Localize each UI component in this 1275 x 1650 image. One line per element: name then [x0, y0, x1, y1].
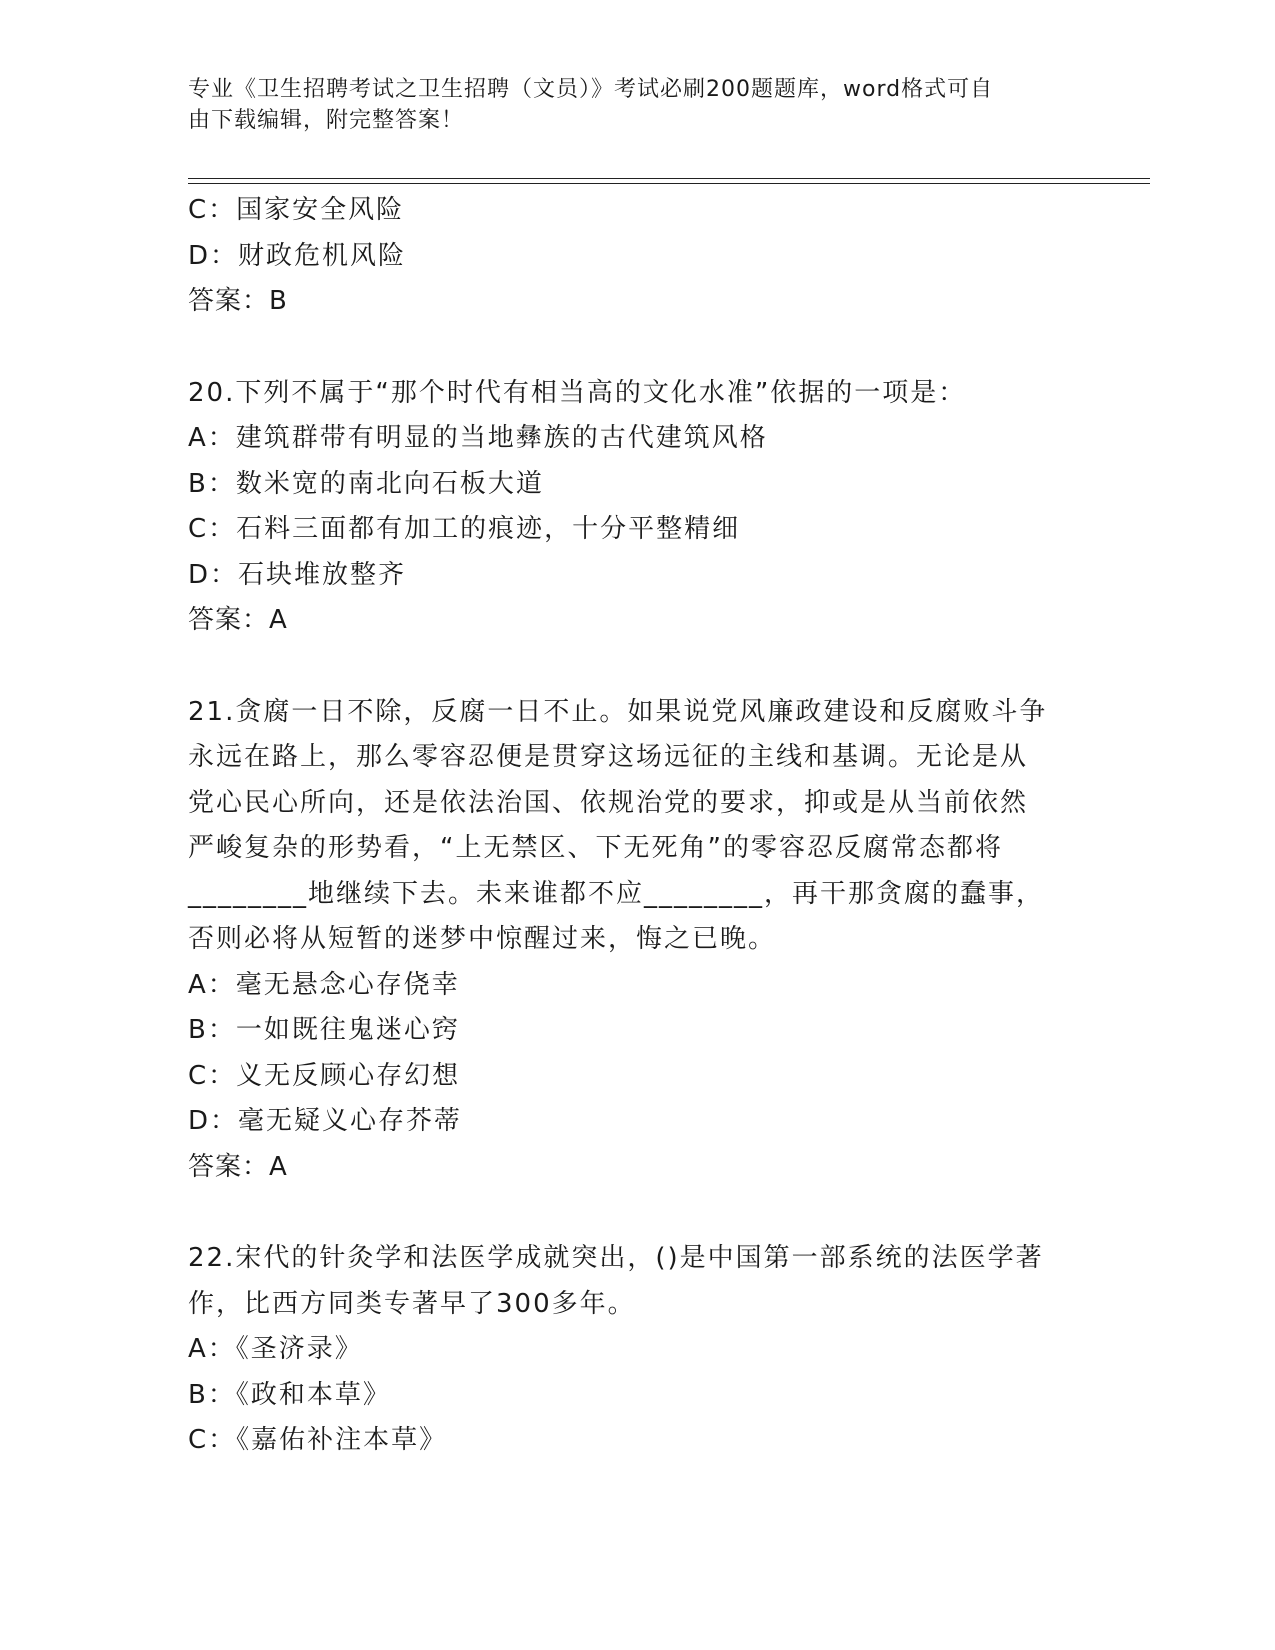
header-line-1: 专业《卫生招聘考试之卫生招聘（文员）》考试必刷200题题库，word格式可自 — [188, 77, 994, 102]
header-line-2: 由下载编辑，附完整答案！ — [188, 108, 465, 133]
q20-option-a: A：建筑群带有明显的当地彝族的古代建筑风格 — [188, 423, 768, 453]
q20-option-d: D：石块堆放整齐 — [188, 559, 407, 590]
q19-option-d: D：财政危机风险 — [188, 240, 407, 271]
q21-stem-line-6: 否则必将从短暂的迷梦中惊醒过来，悔之已晚。 — [188, 924, 777, 954]
q20-option-b: B：数米宽的南北向石板大道 — [188, 468, 544, 499]
q21-answer: 答案：A — [188, 1151, 288, 1182]
q21-option-c: C：义无反顾心存幻想 — [188, 1060, 461, 1091]
document-body — [188, 188, 1088, 1464]
q19-option-c: C：国家安全风险 — [188, 195, 405, 225]
spacer — [188, 1190, 1088, 1236]
q20-answer: 答案：A — [188, 605, 288, 635]
q22-option-a: A：《圣济录》 — [188, 1334, 363, 1364]
q20-option-c: C：石料三面都有加工的痕迹，十分平整精细 — [188, 514, 741, 544]
q21-stem-line-1: 21.贪腐一日不除，反腐一日不止。如果说党风廉政建设和反腐败斗争 — [188, 696, 1048, 727]
q22-option-c: C：《嘉佑补注本草》 — [188, 1425, 448, 1455]
header-rule-top — [188, 178, 1150, 179]
q21-stem-line-2: 永远在路上，那么零容忍便是贯穿这场远征的主线和基调。无论是从 — [188, 742, 1029, 772]
spacer — [188, 325, 1088, 371]
q20-stem: 20.下列不属于“那个时代有相当高的文化水准”依据的一项是： — [188, 377, 967, 408]
q21-stem-line-5: ________地继续下去。未来谁都不应________，再干那贪腐的蠢事， — [188, 878, 1045, 909]
document-header — [188, 74, 1068, 136]
q19-answer: 答案：B — [188, 286, 288, 316]
q21-stem-line-3: 党心民心所向，还是依法治国、依规治党的要求，抑或是从当前依然 — [188, 787, 1029, 818]
q22-option-b: B：《政和本草》 — [188, 1379, 391, 1410]
q22-stem-line-2: 作，比西方同类专著早了300多年。 — [188, 1288, 636, 1319]
header-rule-bottom — [188, 183, 1150, 184]
spacer — [188, 644, 1088, 690]
q21-option-d: D：毫无疑义心存芥蒂 — [188, 1106, 463, 1136]
q22-stem-line-1: 22.宋代的针灸学和法医学成就突出，()是中国第一部系统的法医学著 — [188, 1243, 1044, 1273]
q21-stem-line-4: 严峻复杂的形势看，“上无禁区、下无死角”的零容忍反腐常态都将 — [188, 833, 1003, 863]
q21-option-a: A：毫无悬念心存侥幸 — [188, 969, 460, 1000]
q21-option-b: B：一如既往鬼迷心窍 — [188, 1015, 460, 1045]
